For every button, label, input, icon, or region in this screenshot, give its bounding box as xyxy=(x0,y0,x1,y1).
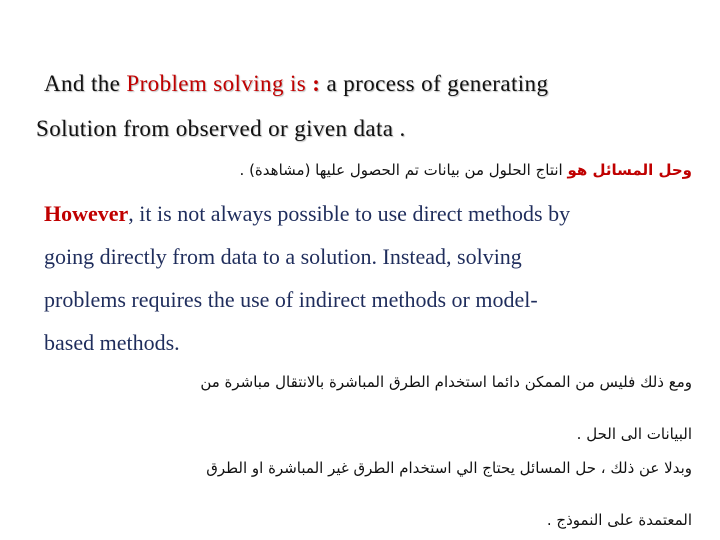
paragraph-line-3: problems requires the use of indirect methods or model- xyxy=(44,287,538,312)
arabic-paragraph-2-line-1: ومع ذلك فليس من الممكن دائما استخدام الطرق المباشرة بالانتقال مباشرة من xyxy=(200,373,692,391)
arabic-paragraph-3-line-1: وبدلا عن ذلك ، حل المسائل يحتاج الي استخدام الطرق غير المباشرة او الطرق xyxy=(206,459,692,477)
definition-line-1 xyxy=(44,70,548,98)
definition-intro: And the xyxy=(44,71,127,96)
definition-line-2: Solution from observed or given data . xyxy=(36,116,406,141)
problem-solving-term: Problem solving is xyxy=(126,71,307,96)
arabic-highlight: وحل المسائل هو xyxy=(567,161,692,179)
paragraph-line-2: going directly from data to a solution. Instead, solving xyxy=(44,244,522,269)
paragraph-line-4: based methods. xyxy=(44,330,180,355)
arabic-paragraph-3-line-2: المعتمدة على النموذج . xyxy=(546,511,692,529)
definition-tail: a process of generating xyxy=(326,71,549,96)
arabic-definition xyxy=(32,157,692,183)
however-word: However xyxy=(44,201,129,226)
arabic-paragraph-2-line-2: البيانات الى الحل . xyxy=(576,425,692,443)
paragraph-line-1-rest: , it is not always possible to use direct methods by xyxy=(128,201,571,226)
arabic-definition-rest: انتاج الحلول من بيانات تم الحصول عليها (مشاهدة) . xyxy=(239,161,568,179)
colon: : xyxy=(306,71,327,96)
paragraph-line-1 xyxy=(44,200,570,228)
